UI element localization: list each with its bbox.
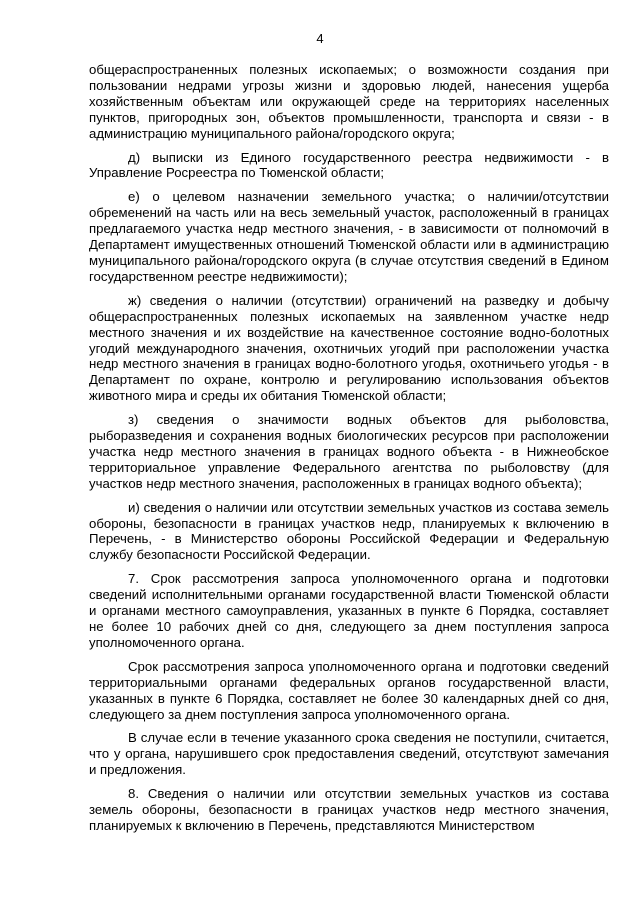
paragraph-clause-7-federal-term: Срок рассмотрения запроса уполномоченного органа и подготовки сведений территориальными органами федеральных органов государственной власти, указанных в пункте 6 Порядка, составляет не более 30 календарных дней со дня, следующего за днем поступления запроса уполномоченного органа. — [89, 658, 609, 722]
paragraph-item-z: з) сведения о значимости водных объектов для рыболовства, рыборазведения и сохранения водных биологических ресурсов при расположении участка недр местного значения в границах водного объекта - в Нижнеобское территориальное управление Федерального агентства по рыболовству (для участков недр местного значения, расположенных в границах водного объекта); — [89, 412, 609, 491]
paragraph-clause-7-no-response: В случае если в течение указанного срока сведения не поступили, считается, что у органа, нарушившего срок предоставления сведений, отсутствуют замечания и предложения. — [89, 730, 609, 778]
document-body — [89, 62, 609, 834]
paragraph-item-e: е) о целевом назначении земельного участка; о наличии/отсутствии обременений на часть или на весь земельный участок, расположенный в границах предлагаемого участка недр местного значения, - в зависимости от полномочий в Департамент имущественных отношений Тюменской области или в администрацию муниципального района/городского округа (в случае отсутствия сведений в Едином государственном реестре недвижимости); — [89, 189, 609, 284]
paragraph-item-zh: ж) сведения о наличии (отсутствии) ограничений на разведку и добычу общераспространенных полезных ископаемых на заявленном участке недр местного значения и их воздействие на качественное состояние водно-болотных угодий международного значения, охотничьих угодий при расположении участка недр местного значения в границах водно-болотного угодья, охотничьего угодья - в Департамент по охране, контролю и регулированию использования объектов животного мира и среды их обитания Тюменской области; — [89, 292, 609, 404]
paragraph-continuation: общераспространенных полезных ископаемых; о возможности создания при пользовании недрами угрозы жизни и здоровью людей, нанесения ущерба хозяйственным объектам или окружающей среде на территориях населенных пунктов, пригородных зон, объектов промышленности, транспорта и связи - в администрацию муниципального района/городского округа; — [89, 62, 609, 141]
paragraph-clause-7: 7. Срок рассмотрения запроса уполномоченного органа и подготовки сведений исполнительными органами государственной власти Тюменской области и органами местного самоуправления, указанных в пункте 6 Порядка, составляет не более 10 рабочих дней со дня, следующего за днем поступления запроса уполномоченного органа. — [89, 571, 609, 650]
paragraph-item-i: и) сведения о наличии или отсутствии земельных участков из состава земель обороны, безопасности в границах участков недр, планируемых к включению в Перечень, - в Министерство обороны Российской Федерации и Федеральную службу безопасности Российской Федерации. — [89, 499, 609, 563]
paragraph-item-d: д) выписки из Единого государственного реестра недвижимости - в Управление Росреестра по Тюменской области; — [89, 149, 609, 181]
page-number: 4 — [316, 31, 324, 46]
paragraph-clause-8: 8. Сведения о наличии или отсутствии земельных участков из состава земель обороны, безопасности в границах участков недр местного значения, планируемых к включению в Перечень, представляются Министерством — [89, 786, 609, 833]
